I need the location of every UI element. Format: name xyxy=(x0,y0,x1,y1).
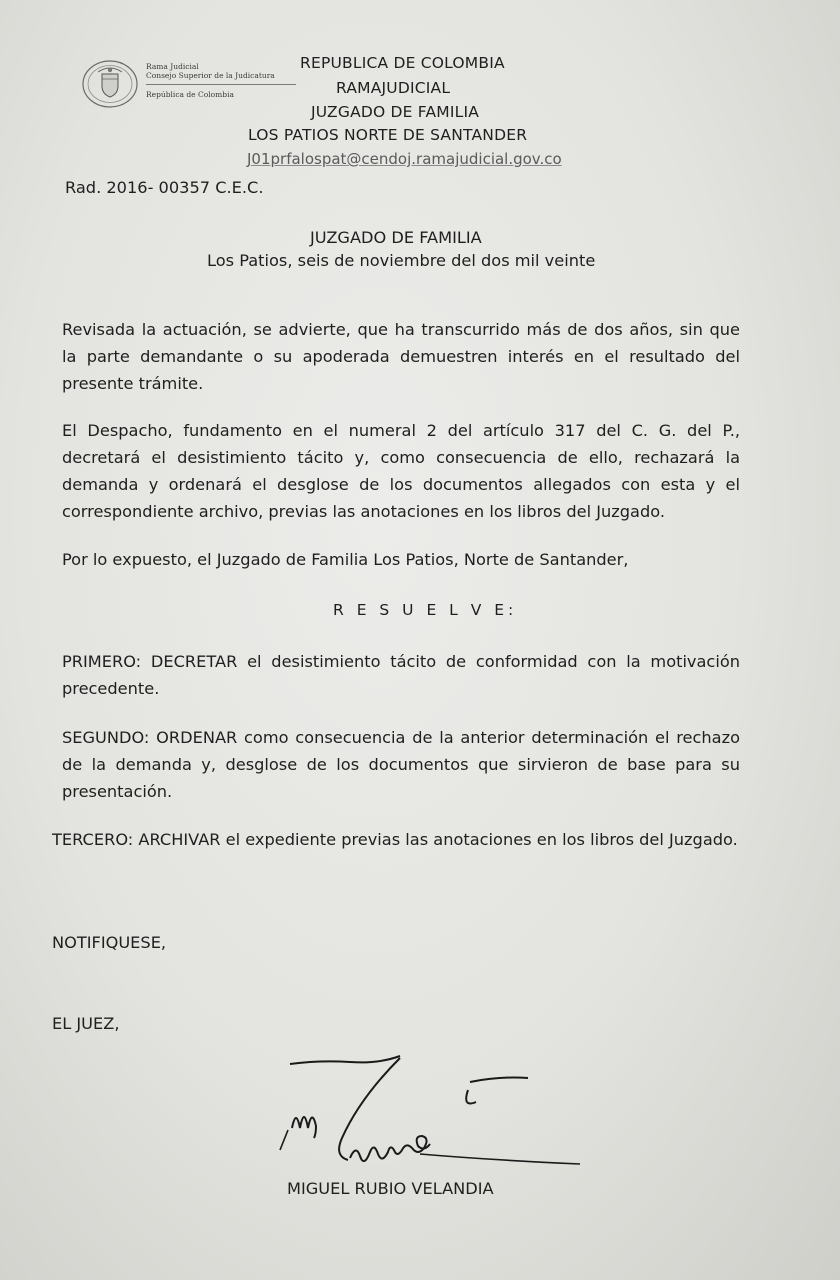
resuelve-heading: R E S U E L V E: xyxy=(333,601,518,619)
paragraph-3: Por lo expuesto, el Juzgado de Familia Los Patios, Norte de Santander, xyxy=(62,550,629,569)
seal-line-2: Consejo Superior de la Judicatura xyxy=(146,71,275,80)
paragraph-1: Revisada la actuación, se advierte, que ha transcurrido más de dos años, sin que la parte demandante o su apoderada demuestren interés en el resultado del presente trámite. xyxy=(62,320,740,393)
judicial-seal-icon xyxy=(80,58,140,110)
title-court: JUZGADO DE FAMILIA xyxy=(310,228,482,247)
seal-divider xyxy=(146,84,296,85)
header-court: JUZGADO DE FAMILIA xyxy=(311,103,480,121)
header-location: LOS PATIOS NORTE DE SANTANDER xyxy=(248,126,528,144)
judge-name: MIGUEL RUBIO VELANDIA xyxy=(287,1179,494,1198)
title-date: Los Patios, seis de noviembre del dos mil veinte xyxy=(207,251,596,270)
judge-title: EL JUEZ, xyxy=(52,1014,120,1033)
header-branch: RAMAJUDICIAL xyxy=(336,79,451,97)
paragraph-2: El Despacho, fundamento en el numeral 2 del artículo 317 del C. G. del P., decretará el desistimiento tácito y, como consecuencia de ello, rechazará la demanda y ordenará el desglose de los documentos allegados con esta y el correspondiente archivo, previas las anotaciones en los libros del Juzgado. xyxy=(62,421,740,521)
judge-signature xyxy=(270,1050,600,1180)
seal-line-3: República de Colombia xyxy=(146,90,234,99)
header-email: J01prfalospat@cendoj.ramajudicial.gov.co xyxy=(247,150,562,168)
seal-line-1: Rama Judicial xyxy=(146,62,199,71)
resolution-tercero: TERCERO: ARCHIVAR el expediente previas las anotaciones en los libros del Juzgado. xyxy=(52,830,738,849)
case-number: Rad. 2016- 00357 C.E.C. xyxy=(65,178,264,197)
resolution-segundo: SEGUNDO: ORDENAR como consecuencia de la anterior determinación el rechazo de la demanda y, desglose de los documentos que sirvieron de base para su presentación. xyxy=(62,728,740,801)
resolution-primero: PRIMERO: DECRETAR el desistimiento tácito de conformidad con la motivación precedente. xyxy=(62,652,740,698)
notify-text: NOTIFIQUESE, xyxy=(52,933,167,952)
header-country: REPUBLICA DE COLOMBIA xyxy=(300,54,505,72)
